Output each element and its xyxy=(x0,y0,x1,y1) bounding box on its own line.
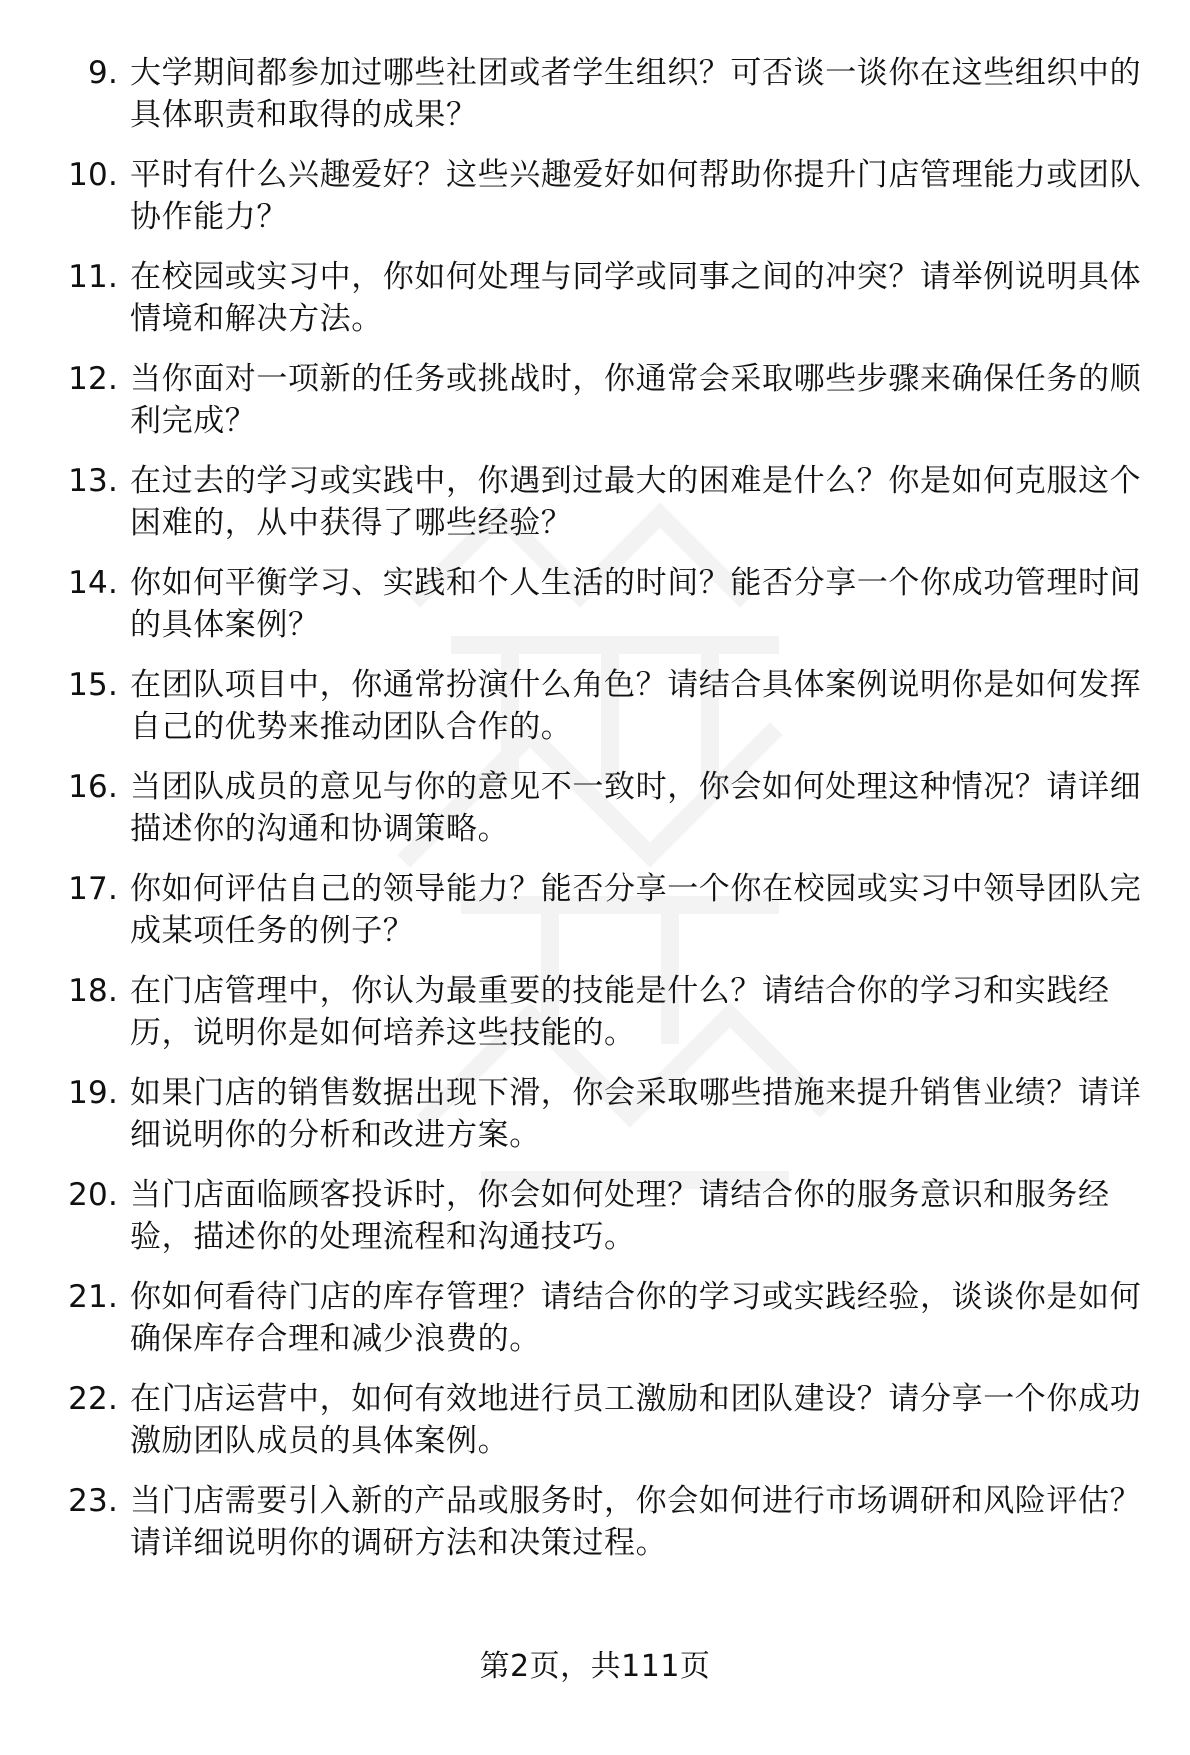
question-number: 17. xyxy=(68,871,118,907)
question-text: 你如何看待门店的库存管理？请结合你的学习或实践经验，谈谈你是如何确保库存合理和减少浪费的。 xyxy=(130,1279,1142,1357)
question-number: 15. xyxy=(68,667,118,703)
question-number: 13. xyxy=(68,463,118,499)
question-item-15 xyxy=(50,664,1150,748)
question-text: 你如何评估自己的领导能力？能否分享一个你在校园或实习中领导团队完成某项任务的例子？ xyxy=(130,871,1142,949)
page-footer xyxy=(0,1647,1190,1687)
page-number-label: 第2页，共111页 xyxy=(479,1649,711,1684)
question-list xyxy=(50,52,1150,1582)
question-item-17 xyxy=(50,868,1150,952)
question-number: 10. xyxy=(68,157,118,193)
question-item-12 xyxy=(50,358,1150,442)
question-text: 当门店面临顾客投诉时，你会如何处理？请结合你的服务意识和服务经验，描述你的处理流程和沟通技巧。 xyxy=(130,1177,1110,1255)
question-item-10 xyxy=(50,154,1150,238)
question-item-18 xyxy=(50,970,1150,1054)
question-number: 19. xyxy=(68,1075,118,1111)
question-item-9 xyxy=(50,52,1150,136)
question-number: 16. xyxy=(68,769,118,805)
question-item-20 xyxy=(50,1174,1150,1258)
question-item-21 xyxy=(50,1276,1150,1360)
question-number: 23. xyxy=(68,1483,118,1519)
question-text: 大学期间都参加过哪些社团或者学生组织？可否谈一谈你在这些组织中的具体职责和取得的成果？ xyxy=(130,55,1142,133)
question-item-23 xyxy=(50,1480,1150,1564)
question-text: 当团队成员的意见与你的意见不一致时，你会如何处理这种情况？请详细描述你的沟通和协调策略。 xyxy=(130,769,1142,847)
question-item-13 xyxy=(50,460,1150,544)
question-text: 当门店需要引入新的产品或服务时，你会如何进行市场调研和风险评估？请详细说明你的调研方法和决策过程。 xyxy=(130,1483,1142,1561)
question-text: 在校园或实习中，你如何处理与同学或同事之间的冲突？请举例说明具体情境和解决方法。 xyxy=(130,259,1142,337)
question-number: 9. xyxy=(88,55,118,91)
question-number: 11. xyxy=(68,259,118,295)
question-item-16 xyxy=(50,766,1150,850)
question-item-19 xyxy=(50,1072,1150,1156)
question-number: 12. xyxy=(68,361,118,397)
question-number: 14. xyxy=(68,565,118,601)
question-text: 在门店运营中，如何有效地进行员工激励和团队建设？请分享一个你成功激励团队成员的具体案例。 xyxy=(130,1381,1142,1459)
question-number: 20. xyxy=(68,1177,118,1213)
question-text: 如果门店的销售数据出现下滑，你会采取哪些措施来提升销售业绩？请详细说明你的分析和改进方案。 xyxy=(130,1075,1142,1153)
question-text: 在团队项目中，你通常扮演什么角色？请结合具体案例说明你是如何发挥自己的优势来推动团队合作的。 xyxy=(130,667,1142,745)
question-text: 你如何平衡学习、实践和个人生活的时间？能否分享一个你成功管理时间的具体案例？ xyxy=(130,565,1142,643)
question-item-11 xyxy=(50,256,1150,340)
question-item-14 xyxy=(50,562,1150,646)
question-number: 22. xyxy=(68,1381,118,1417)
question-number: 21. xyxy=(68,1279,118,1315)
question-text: 在门店管理中，你认为最重要的技能是什么？请结合你的学习和实践经历，说明你是如何培养这些技能的。 xyxy=(130,973,1110,1051)
question-item-22 xyxy=(50,1378,1150,1462)
question-text: 在过去的学习或实践中，你遇到过最大的困难是什么？你是如何克服这个困难的，从中获得了哪些经验？ xyxy=(130,463,1142,541)
question-number: 18. xyxy=(68,973,118,1009)
question-text: 平时有什么兴趣爱好？这些兴趣爱好如何帮助你提升门店管理能力或团队协作能力？ xyxy=(130,157,1142,235)
question-text: 当你面对一项新的任务或挑战时，你通常会采取哪些步骤来确保任务的顺利完成？ xyxy=(130,361,1142,439)
